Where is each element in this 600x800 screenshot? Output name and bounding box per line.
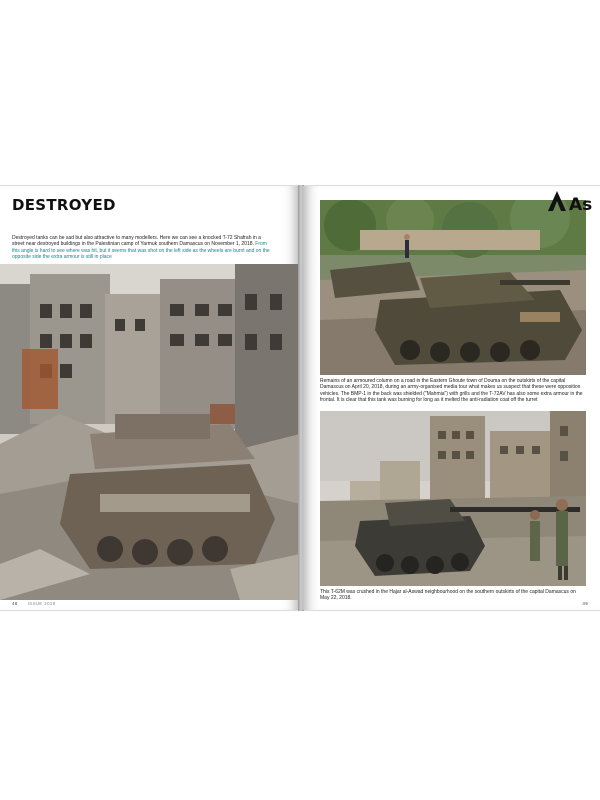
- logo-text: As: [569, 195, 592, 212]
- right-page: [302, 186, 600, 610]
- armoured-column-photo: [320, 200, 586, 375]
- intro-highlight-text: From this angle is hard to see where was hit, but it seems that was shot on the left side as the wheels are burnt and on the opposite side the extra armour is still in place: [12, 241, 270, 261]
- left-page: [0, 186, 300, 610]
- magazine-issue: ISSUE 2018: [27, 601, 56, 606]
- logo-a-mark: [548, 191, 566, 211]
- right-folio: [582, 601, 588, 606]
- crushed-tank-photo: [320, 411, 586, 586]
- page-title: DESTROYED: [12, 196, 116, 214]
- left-page-number: 48: [12, 601, 18, 606]
- intro-text: Destroyed tanks can be sad but also attractive to many modellers. Here we can see a knocked T-72 Shafrah in a street near destroyed buildings in the Palestinian camp of Yarmuk southern Damascus on November 1, 2018.: [12, 235, 261, 248]
- left-folio: [12, 601, 55, 606]
- crushed-tank-caption: This T-62M was crushed in the Hajar al-Aswad neighbourhood on the southern outskirts of the capital Damascus on May 22, 2018.: [320, 589, 576, 602]
- column-caption: Remains of an armoured column on a road in the Eastern Ghoute town of Douma on the outskirts of the capital Damascus on April 20, 2018, during an army-organised media tour what makes us suspect that these were opposition vehicles. The BMP-1 in the back was shielded ("Mahmia") with grills and the T-72AV has also some extra armour in the frontal. It is clear that this tank was burning for long as it melted the anti-radiation coat off the turret: [320, 378, 583, 403]
- destroyed-tank-photo: [0, 264, 300, 600]
- right-page-number: 49: [582, 601, 588, 606]
- brand-logo: [546, 190, 592, 212]
- intro-paragraph: [12, 235, 274, 261]
